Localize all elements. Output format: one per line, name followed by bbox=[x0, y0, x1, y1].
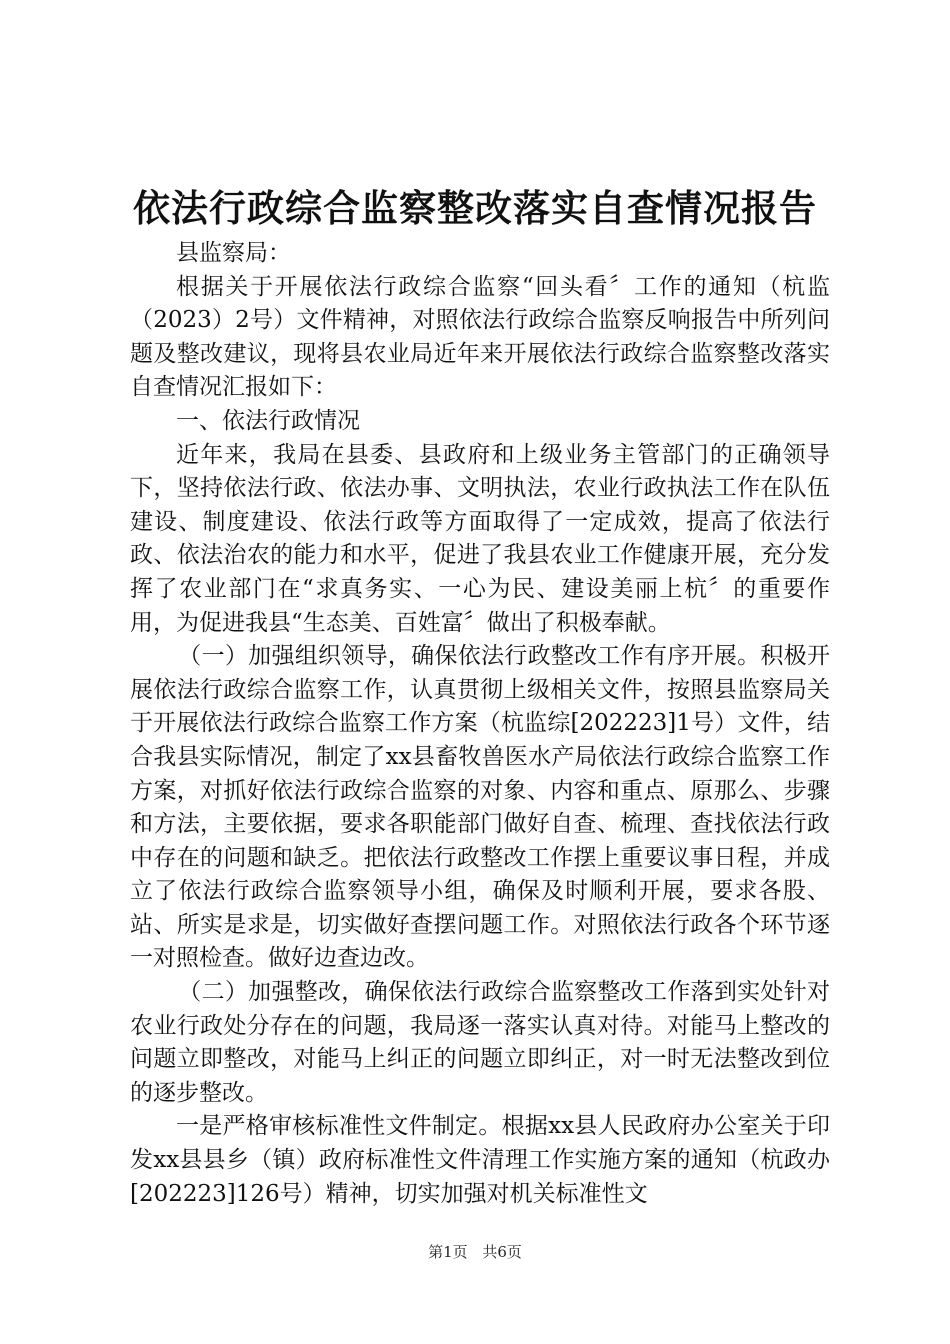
paragraph-intro: 根据关于开展依法行政综合监察“回头看〞工作的通知（杭监（2023）2号）文件精神，对照依法行政综合监察反响报告中所列问题及整改建议，现将县农业局近年来开展依法行政综合监察整改落实自查情况汇报如下： bbox=[130, 273, 830, 401]
salutation: 县监察局： bbox=[176, 240, 291, 266]
paragraph-item-3: 一是严格审核标准性文件制定。根据xx县人民政府办公室关于印发xx县县乡（镇）政府标准性文件清理工作实施方案的通知（杭政办[202223]126号）精神，切实加强对机关标准性文 bbox=[130, 1113, 830, 1207]
paragraph-item-2: （二）加强整改，确保依法行政综合监察整改工作落到实处针对农业行政处分存在的问题，我局逐一落实认真对待。对能马上整改的问题立即整改，对能马上纠正的问题立即纠正，对一时无法整改到位的逐步整改。 bbox=[130, 979, 830, 1106]
document-body bbox=[130, 237, 830, 1211]
paragraph-overview: 近年来，我局在县委、县政府和上级业务主管部门的正确领导下，坚持依法行政、依法办事、文明执法，农业行政执法工作在队伍建设、制度建设、依法行政等方面取得了一定成效，提高了依法行政、依法治农的能力和水平，促进了我县农业工作健康开展，充分发挥了农业部门在“求真务实、一心为民、建设美丽上杭〞的重要作用，为促进我县“生态美、百姓富〞做出了积极奉献。 bbox=[130, 441, 830, 636]
paragraph-item-1: （一）加强组织领导，确保依法行政整改工作有序开展。积极开展依法行政综合监察工作，认真贯彻上级相关文件，按照县监察局关于开展依法行政综合监察工作方案（杭监综[202223]1号）文件，结合我县实际情况，制定了xx县畜牧兽医水产局依法行政综合监察工作方案，对抓好依法行政综合监察的对象、内容和重点、原那么、步骤和方法，主要依据，要求各职能部门做好自查、梳理、查找依法行政中存在的问题和缺乏。把依法行政整改工作摆上重要议事日程，并成立了依法行政综合监察领导小组，确保及时顺利开展，要求各股、站、所实是求是，切实做好查摆问题工作。对照依法行政各个环节逐一对照检查。做好边查边改。 bbox=[130, 643, 830, 972]
section-heading: 一、依法行政情况 bbox=[176, 407, 360, 434]
page-total: 共6页 bbox=[482, 1243, 522, 1261]
page-number: 第1页 bbox=[428, 1243, 468, 1261]
document-title: 依法行政综合监察整改落实自查情况报告 bbox=[133, 186, 817, 230]
page-footer bbox=[0, 1242, 950, 1262]
